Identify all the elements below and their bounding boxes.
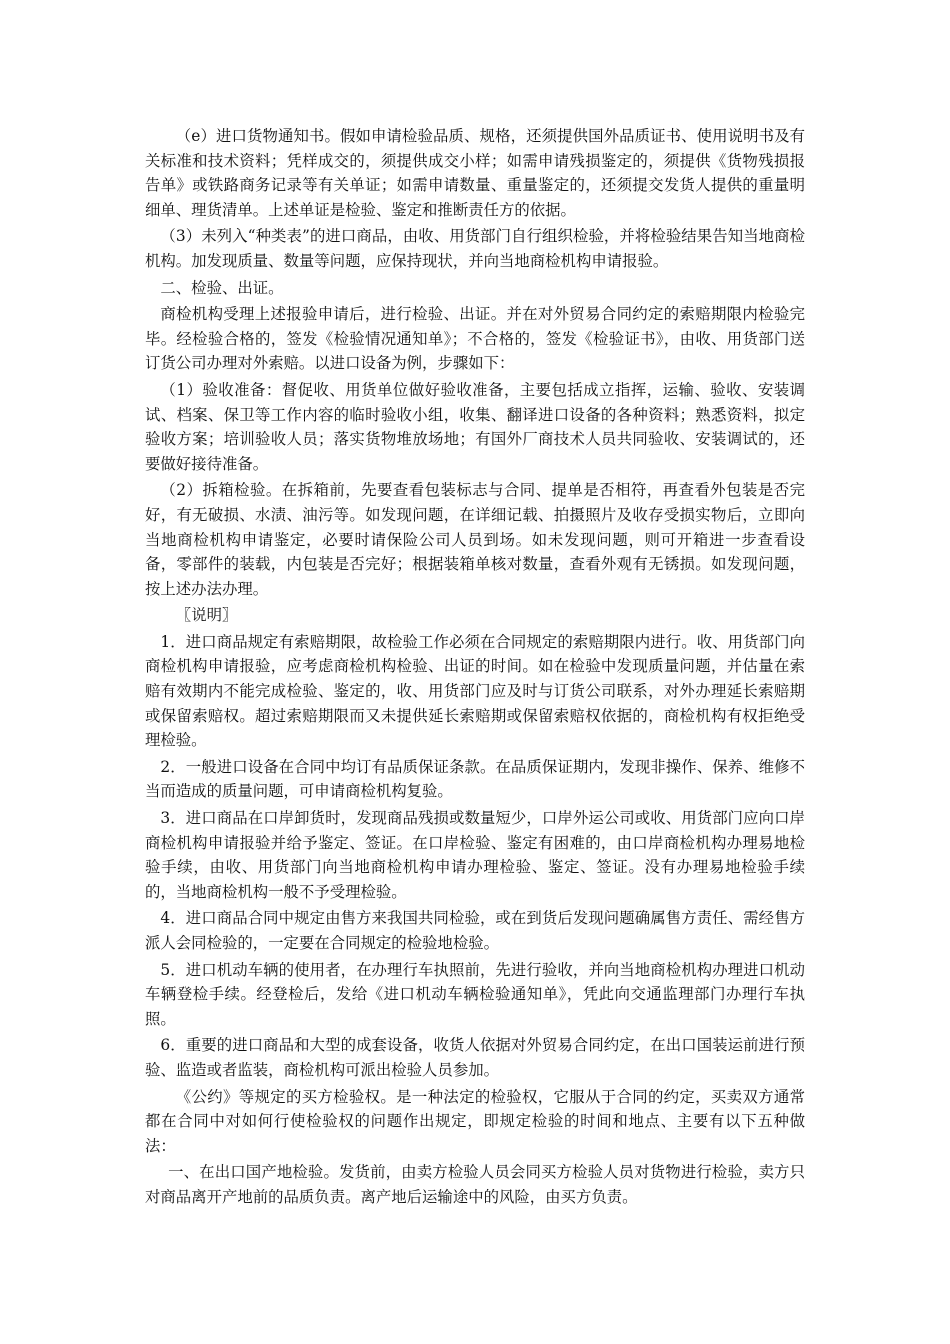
paragraph-buyer-inspection-right: 《公约》等规定的买方检验权。是一种法定的检验权，它服从于合同的约定，买卖双方通常都在合同中对如何行使检验权的问题作出规定，即规定检验的时间和地点、主要有以下五种做法： — [145, 1087, 805, 1155]
paragraph-origin-inspection: 一、在出口国产地检验。发货前，由卖方检验人员会同买方检验人员对货物进行检验，卖方只对商品离开产地前的品质负责。离产地后运输途中的风险，由买方负责。 — [145, 1163, 805, 1206]
note-4: 4．进口商品合同中规定由售方来我国共同检验，或在到货后发现问题确属售方责任、需经售方派人会同检验的，一定要在合同规定的检验地检验。 — [145, 909, 805, 952]
note-2: 2．一般进口设备在合同中均订有品质保证条款。在品质保证期内，发现非操作、保养、维修不当而造成的质量问题，可申请商检机构复验。 — [145, 757, 805, 801]
note-5: 5．进口机动车辆的使用者，在办理行车执照前，先进行验收，并向当地商检机构办理进口机动车辆登检手续。经登检后，发给《进口机动车辆检验通知单》，凭此向交通监理部门办理行车执照。 — [145, 960, 805, 1028]
paragraph-step-unpacking: （2）拆箱检验。在拆箱前，先要查看包装标志与合同、提单是否相符，再查看外包装是否完好，有无破损、水渍、油污等。如发现问题，在详细记载、拍摄照片及收存受损实物后，立即向当地商检机构申请鉴定，必要时请保险公司人员到场。如未发现问题，则可开箱进一步查看设备，零部件的装载，内包装是否完好；根据装箱单核对数量，查看外观有无锈损。如发现问题，按上述办法办理。 — [145, 481, 805, 598]
paragraph-import-notice: （e）进口货物通知书。假如申请检验品质、规格，还须提供国外品质证书、使用说明书及有关标准和技术资料；凭样成交的，须提供成交小样；如需申请残损鉴定的，须提供《货物残损报告单》或铁路商务记录等有关单证；如需申请数量、重量鉴定的，还须提交发货人提供的重量明细单、理货清单。上述单证是检验、鉴定和推断责任方的依据。 — [145, 127, 805, 219]
paragraph-step-preparation: （1）验收准备：督促收、用货单位做好验收准备，主要包括成立指挥，运输、验收、安装调试、档案、保卫等工作内容的临时验收小组，收集、翻译进口设备的各种资料；熟悉资料，拟定验收方案；培训验收人员；落实货物堆放场地；有国外厂商技术人员共同验收、安装调试的，还要做好接待准备。 — [145, 380, 805, 473]
section-heading-inspection: 二、检验、出证。 — [160, 278, 284, 297]
document-body — [145, 124, 805, 1210]
note-6: 6．重要的进口商品和大型的成套设备，收货人依据对外贸易合同约定，在出口国装运前进行预验、监造或者监装，商检机构可派出检验人员参加。 — [145, 1036, 805, 1079]
notes-heading: 〖说明〗 — [175, 606, 238, 625]
paragraph-uncatalogued-goods: （3）未列入“种类表”的进口商品，由收、用货部门自行组织检验，并将检验结果告知当地商检机构。加发现质量、数量等问题，应保持现状，并向当地商检机构申请报验。 — [145, 227, 805, 270]
note-1: 1．进口商品规定有索赔期限，故检验工作必须在合同规定的索赔期限内进行。收、用货部门向商检机构申请报验，应考虑商检机构检验、出证的时间。如在检验中发现质量问题，并估量在索赔有效期内不能完成检验、鉴定的，收、用货部门应及时与订货公司联系，对外办理延长索赔期或保留索赔权。超过索赔期限而又未提供延长索赔期或保留索赔权依据的，商检机构有权拒绝受理检验。 — [145, 632, 805, 750]
note-3: 3．进口商品在口岸卸货时，发现商品残损或数量短少，口岸外运公司或收、用货部门应向口岸商检机构申请报验并给予鉴定、签证。在口岸检验、鉴定有困难的，由口岸商检机构办理易地检验手续，由收、用货部门向当地商检机构申请办理检验、鉴定、签证。没有办理易地检验手续的，当地商检机构一般不予受理检验。 — [145, 809, 805, 901]
paragraph-inspection-process: 商检机构受理上述报验申请后，进行检验、出证。并在对外贸易合同约定的索赔期限内检验完毕。经检验合格的，签发《检验情况通知单》；不合格的，签发《检验证书》，由收、用货部门送订货公司办理对外索赔。以进口设备为例，步骤如下： — [145, 305, 805, 373]
